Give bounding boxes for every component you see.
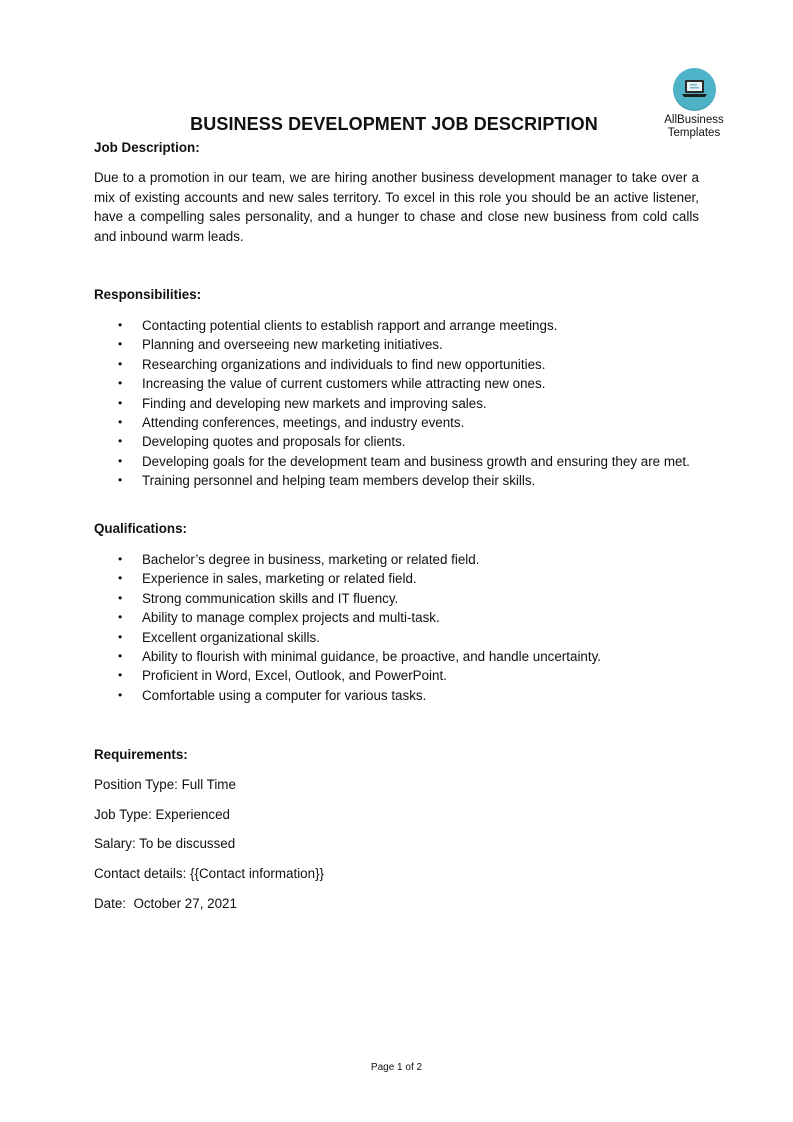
qualifications-list bbox=[94, 550, 704, 705]
qualifications-heading: Qualifications: bbox=[94, 521, 188, 536]
requirements-heading: Requirements: bbox=[94, 747, 188, 762]
list-item-text: Comfortable using a computer for various tasks. bbox=[142, 687, 427, 703]
bullet-icon: • bbox=[118, 687, 123, 702]
logo-line-1: AllBusiness bbox=[664, 114, 724, 126]
position-type: Position Type: Full Time bbox=[94, 777, 236, 792]
list-item bbox=[94, 394, 704, 413]
job-type: Job Type: Experienced bbox=[94, 807, 230, 822]
list-item-text: Increasing the value of current customers while attracting new ones. bbox=[142, 376, 546, 392]
bullet-icon: • bbox=[118, 571, 123, 586]
list-item bbox=[94, 589, 704, 608]
job-description-text: Due to a promotion in our team, we are hiring another business development manager to take over a mix of existing accounts and new sales territory. To excel in this role you should be an active listener, have a compelling sales personality, and a hunger to chase and close new business from cold calls and inbound warm leads. bbox=[94, 170, 699, 244]
bullet-icon: • bbox=[118, 629, 123, 644]
date: Date: October 27, 2021 bbox=[94, 896, 237, 911]
list-item bbox=[94, 550, 704, 569]
list-item-text: Experience in sales, marketing or related field. bbox=[142, 571, 417, 587]
list-item bbox=[94, 628, 704, 647]
bullet-icon: • bbox=[118, 453, 123, 468]
bullet-icon: • bbox=[118, 648, 123, 663]
page-footer: Page 1 of 2 bbox=[370, 1062, 423, 1073]
bullet-icon: • bbox=[118, 590, 123, 605]
list-item-text: Strong communication skills and IT fluency. bbox=[142, 590, 399, 606]
list-item bbox=[94, 608, 704, 627]
list-item bbox=[94, 374, 704, 393]
list-item-text: Ability to flourish with minimal guidance, be proactive, and handle uncertainty. bbox=[142, 648, 602, 664]
document-title: BUSINESS DEVELOPMENT JOB DESCRIPTION bbox=[190, 114, 598, 134]
list-item bbox=[94, 471, 704, 490]
list-item bbox=[94, 666, 704, 685]
list-item bbox=[94, 355, 704, 374]
list-item-text: Planning and overseeing new marketing initiatives. bbox=[142, 337, 443, 353]
list-item-text: Finding and developing new markets and improving sales. bbox=[142, 395, 487, 411]
list-item-text: Bachelor’s degree in business, marketing or related field. bbox=[142, 552, 480, 567]
laptop-icon bbox=[673, 68, 716, 111]
job-description-heading: Job Description: bbox=[94, 140, 200, 155]
list-item-text: Developing quotes and proposals for clients. bbox=[142, 434, 406, 450]
list-item-text: Developing goals for the development team and business growth and ensuring they are met. bbox=[142, 453, 690, 469]
list-item-text: Contacting potential clients to establish rapport and arrange meetings. bbox=[142, 318, 558, 333]
bullet-icon: • bbox=[118, 610, 123, 625]
list-item bbox=[94, 647, 704, 666]
list-item-text: Ability to manage complex projects and multi-task. bbox=[142, 610, 440, 626]
bullet-icon: • bbox=[118, 414, 123, 429]
list-item bbox=[94, 686, 704, 705]
bullet-icon: • bbox=[118, 552, 123, 566]
list-item bbox=[94, 569, 704, 588]
bullet-icon: • bbox=[118, 668, 123, 683]
bullet-icon: • bbox=[118, 473, 123, 488]
list-item-text: Researching organizations and individuals to find new opportunities. bbox=[142, 356, 546, 372]
list-item-text: Excellent organizational skills. bbox=[142, 629, 320, 645]
bullet-icon: • bbox=[118, 356, 123, 371]
contact-details: Contact details: {{Contact information}} bbox=[94, 866, 325, 881]
bullet-icon: • bbox=[118, 434, 123, 449]
responsibilities-heading: Responsibilities: bbox=[94, 287, 202, 302]
bullet-icon: • bbox=[118, 337, 123, 352]
bullet-icon: • bbox=[118, 318, 123, 332]
list-item bbox=[94, 432, 704, 451]
list-item-text: Attending conferences, meetings, and industry events. bbox=[142, 414, 465, 430]
list-item-text: Proficient in Word, Excel, Outlook, and PowerPoint. bbox=[142, 668, 447, 684]
logo-line-2: Templates bbox=[667, 126, 721, 139]
salary: Salary: To be discussed bbox=[94, 836, 236, 851]
list-item bbox=[94, 452, 704, 471]
list-item bbox=[94, 413, 704, 432]
responsibilities-list bbox=[94, 316, 704, 491]
list-item bbox=[94, 335, 704, 354]
bullet-icon: • bbox=[118, 376, 123, 391]
list-item-text: Training personnel and helping team members develop their skills. bbox=[142, 473, 536, 489]
bullet-icon: • bbox=[118, 395, 123, 410]
list-item bbox=[94, 316, 704, 335]
